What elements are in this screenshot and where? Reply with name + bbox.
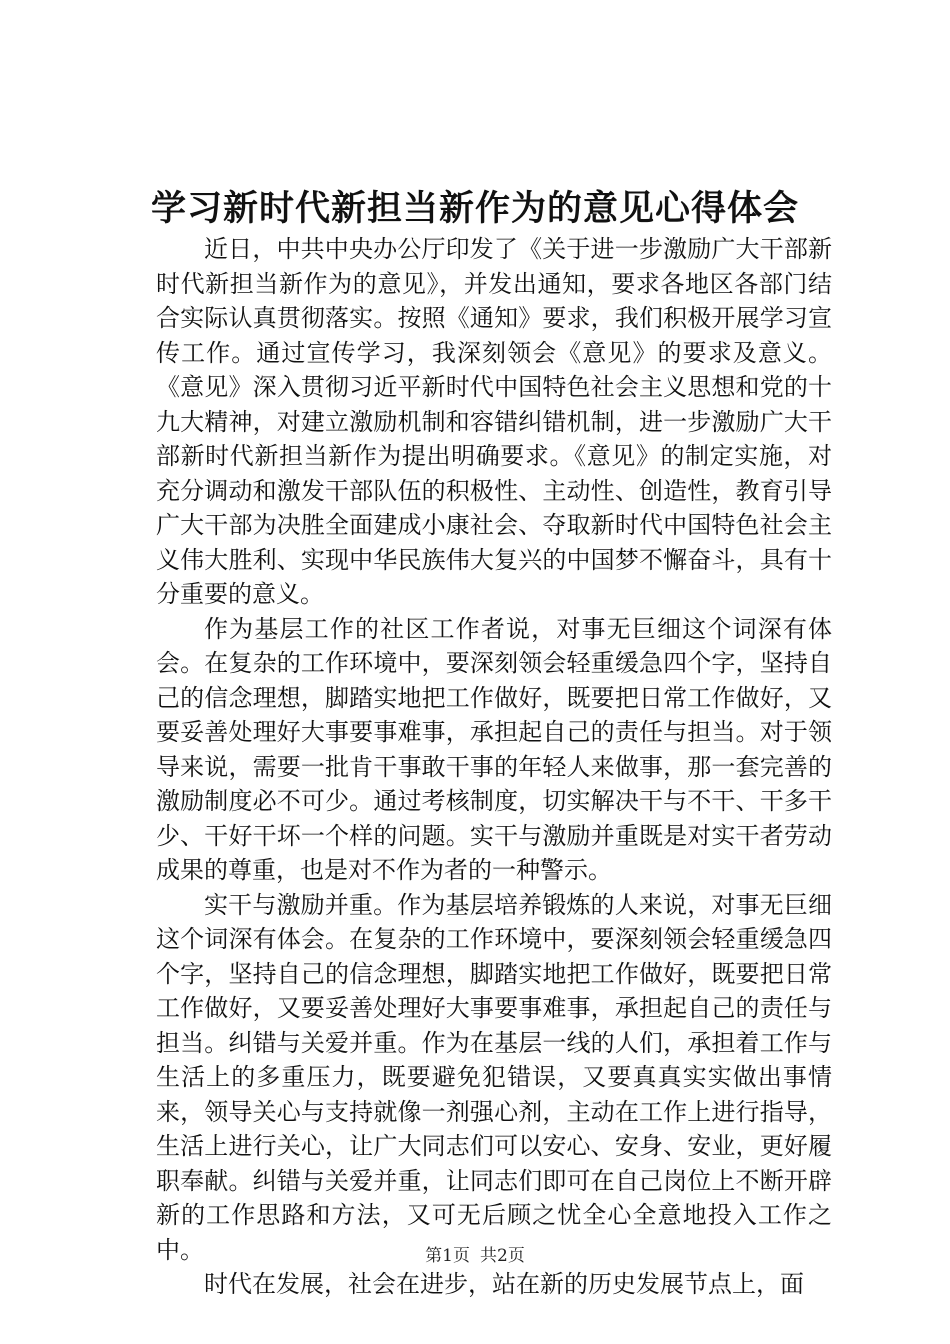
paragraph: 近日，中共中央办公厅印发了《关于进一步激励广大干部新时代新担当新作为的意见》，并发出通知，要求各地区各部门结合实际认真贯彻落实。按照《通知》要求，我们积极开展学习宣传工作。通过宣传学习，我深刻领会《意见》的要求及意义。《意见》深入贯彻习近平新时代中国特色社会主义思想和党的十九大精神，对建立激励机制和容错纠错机制，进一步激励广大干部新时代新担当新作为提出明确要求。《意见》的制定实施，对充分调动和激发干部队伍的积极性、主动性、创造性，教育引导广大干部为决胜全面建成小康社会、夺取新时代中国特色社会主义伟大胜利、实现中华民族伟大复兴的中国梦不懈奋斗，具有十分重要的意义。 (156, 235, 832, 608)
paragraph: 作为基层工作的社区工作者说，对事无巨细这个词深有体会。在复杂的工作环境中，要深刻领会轻重缓急四个字，坚持自己的信念理想，脚踏实地把工作做好，既要把日常工作做好，又要妥善处理好大事要事难事，承担起自己的责任与担当。对于领导来说，需要一批肯干事敢干事的年轻人来做事，那一套完善的激励制度必不可少。通过考核制度，切实解决干与不干、干多干少、干好干坏一个样的问题。实干与激励并重既是对实干者劳动成果的尊重，也是对不作为者的一种警示。 (156, 614, 832, 884)
paragraph: 实干与激励并重。作为基层培养锻炼的人来说，对事无巨细这个词深有体会。在复杂的工作环境中，要深刻领会轻重缓急四个字，坚持自己的信念理想，脚踏实地把工作做好，既要把日常工作做好，又要妥善处理好大事要事难事，承担起自己的责任与担当。纠错与关爱并重。作为在基层一线的人们，承担着工作与生活上的多重压力，既要避免犯错误，又要真真实实做出事情来，领导关心与支持就像一剂强心剂，主动在工作上进行指导，生活上进行关心，让广大同志们可以安心、安身、安业，更好履职奉献。纠错与关爱并重，让同志们即可在自己岗位上不断开辟新的工作思路和方法，又可无后顾之忧全心全意地投入工作之中。 (156, 890, 832, 1264)
page-footer (0, 1244, 950, 1268)
document-body (156, 232, 832, 1302)
page-total: 共2页 (480, 1246, 525, 1266)
page-number: 第1页 (425, 1246, 470, 1266)
document-title: 学习新时代新担当新作为的意见心得体会 (150, 188, 799, 229)
paragraph: 时代在发展，社会在进步，站在新的历史发展节点上，面 (204, 1270, 804, 1298)
